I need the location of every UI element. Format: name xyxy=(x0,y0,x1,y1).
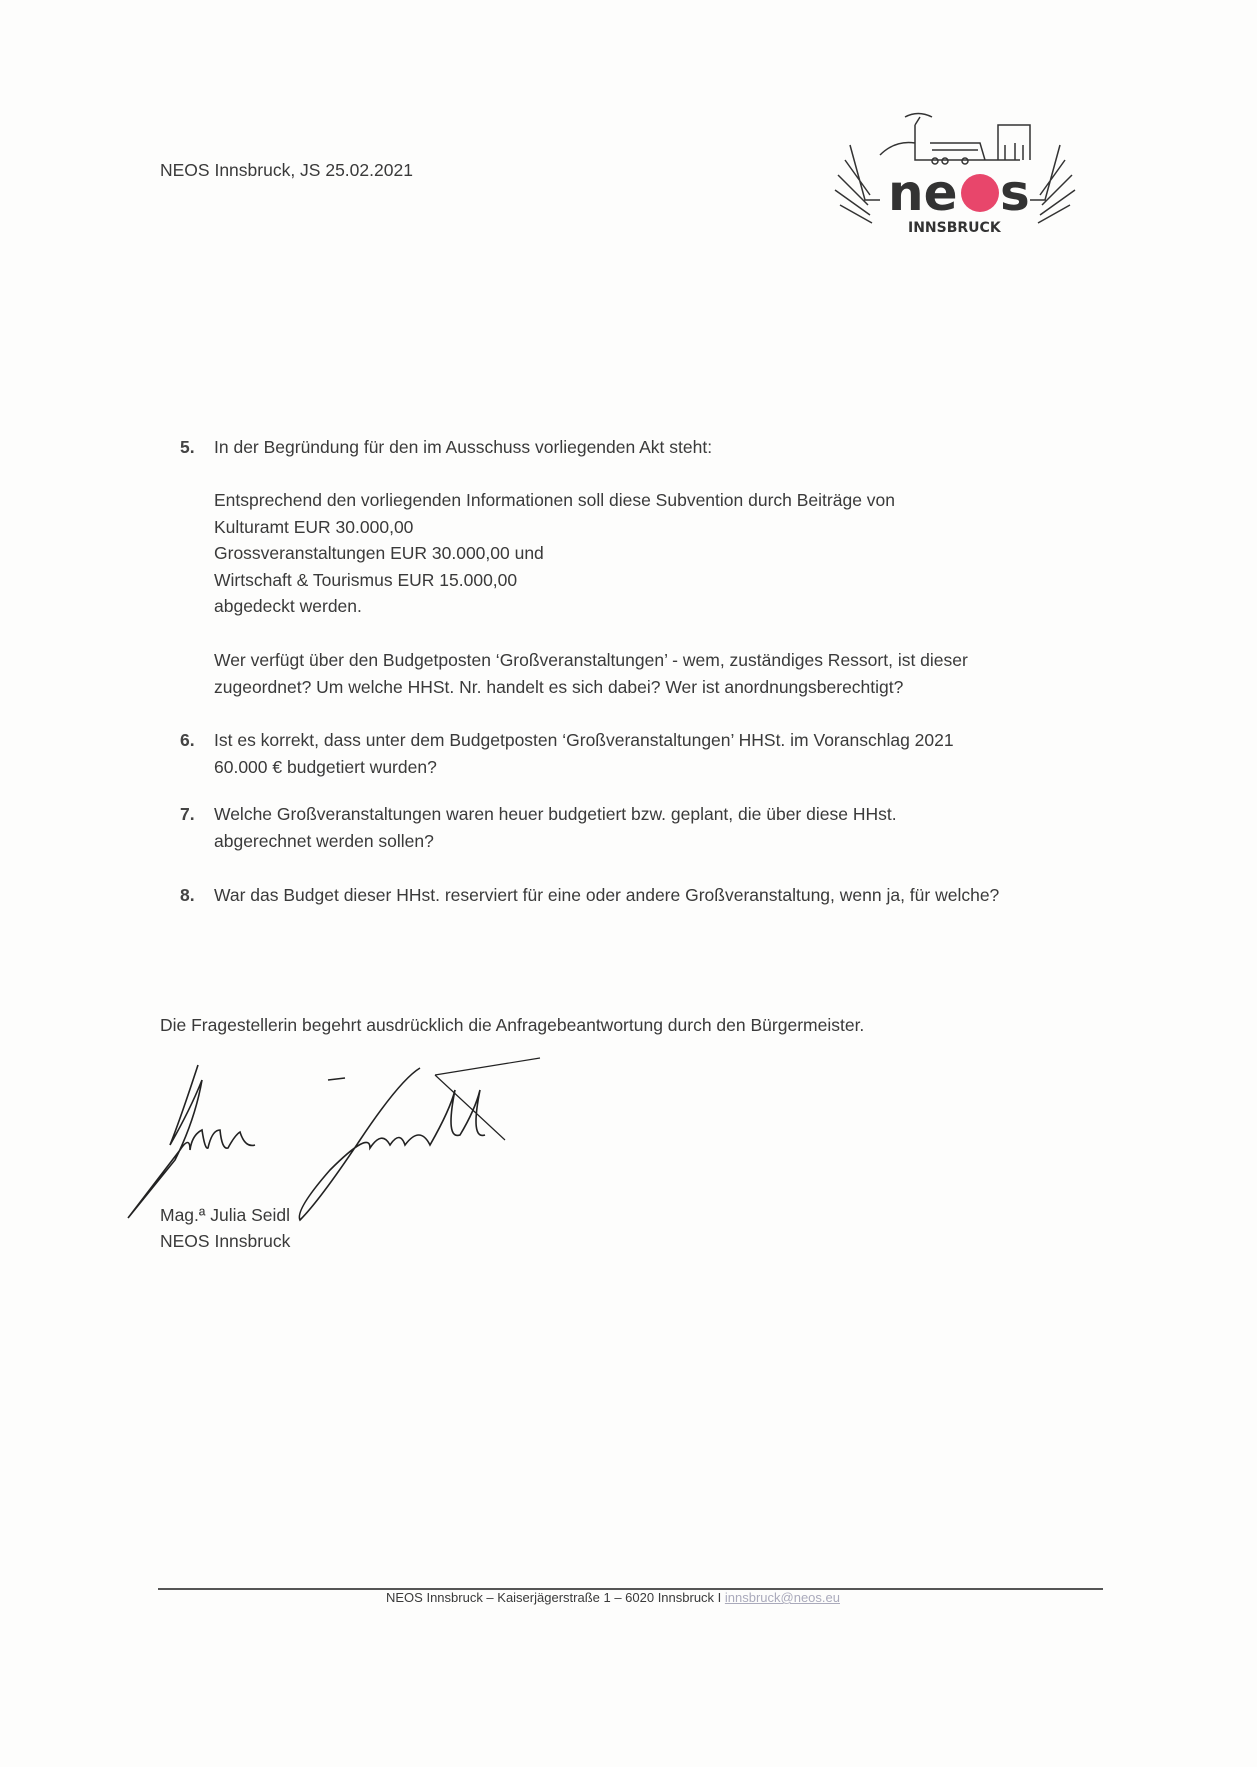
quote-line: Entsprechend den vorliegenden Informationen soll diese Subvention durch Beiträge von xyxy=(214,490,896,510)
sender-date: NEOS Innsbruck, JS 25.02.2021 xyxy=(160,160,413,180)
footer xyxy=(386,1590,840,1605)
item-text: 60.000 € budgetiert wurden? xyxy=(214,757,437,777)
signatory-name: Mag.ª Julia Seidl xyxy=(160,1205,291,1225)
quote-line: Kulturamt EUR 30.000,00 xyxy=(214,517,414,537)
item-text: Ist es korrekt, dass unter dem Budgetposten ‘Großveranstaltungen’ HHSt. im Voranschlag 2021 xyxy=(214,730,954,750)
item-number: 5. xyxy=(180,437,195,457)
svg-text:INNSBRUCK: INNSBRUCK xyxy=(908,220,1001,236)
footer-address: NEOS Innsbruck – Kaiserjägerstraße 1 – 6020 Innsbruck I xyxy=(386,1590,725,1605)
item-text: abgerechnet werden sollen? xyxy=(214,831,434,851)
item-text: Welche Großveranstaltungen waren heuer budgetiert bzw. geplant, die über diese HHst. xyxy=(214,804,897,824)
item-text: In der Begründung für den im Ausschuss vorliegenden Akt steht: xyxy=(214,437,713,457)
question-line: zugeordnet? Um welche HHSt. Nr. handelt es sich dabei? Wer ist anordnungsberechtigt? xyxy=(214,677,904,697)
closing-statement: Die Fragestellerin begehrt ausdrücklich die Anfragebeantwortung durch den Bürgermeister. xyxy=(160,1015,865,1035)
signatory-org: NEOS Innsbruck xyxy=(160,1231,291,1251)
footer-email-link[interactable]: innsbruck@neos.eu xyxy=(724,1590,840,1605)
svg-text:s: s xyxy=(1000,164,1030,222)
item-text: War das Budget dieser HHst. reserviert für eine oder andere Großveranstaltung, wenn ja, für welche? xyxy=(214,885,1000,905)
quote-line: Grossveranstaltungen EUR 30.000,00 und xyxy=(214,543,544,563)
question-line: Wer verfügt über den Budgetposten ‘Großveranstaltungen’ - wem, zuständiges Ressort, ist dieser xyxy=(214,650,968,670)
quote-line: abgedeckt werden. xyxy=(214,596,362,616)
item-number: 8. xyxy=(180,885,195,905)
neos-innsbruck-logo xyxy=(820,105,1090,240)
item-number: 7. xyxy=(180,804,195,824)
item-number: 6. xyxy=(180,730,195,750)
svg-text:ne: ne xyxy=(888,164,958,222)
quote-line: Wirtschaft & Tourismus EUR 15.000,00 xyxy=(214,570,518,590)
